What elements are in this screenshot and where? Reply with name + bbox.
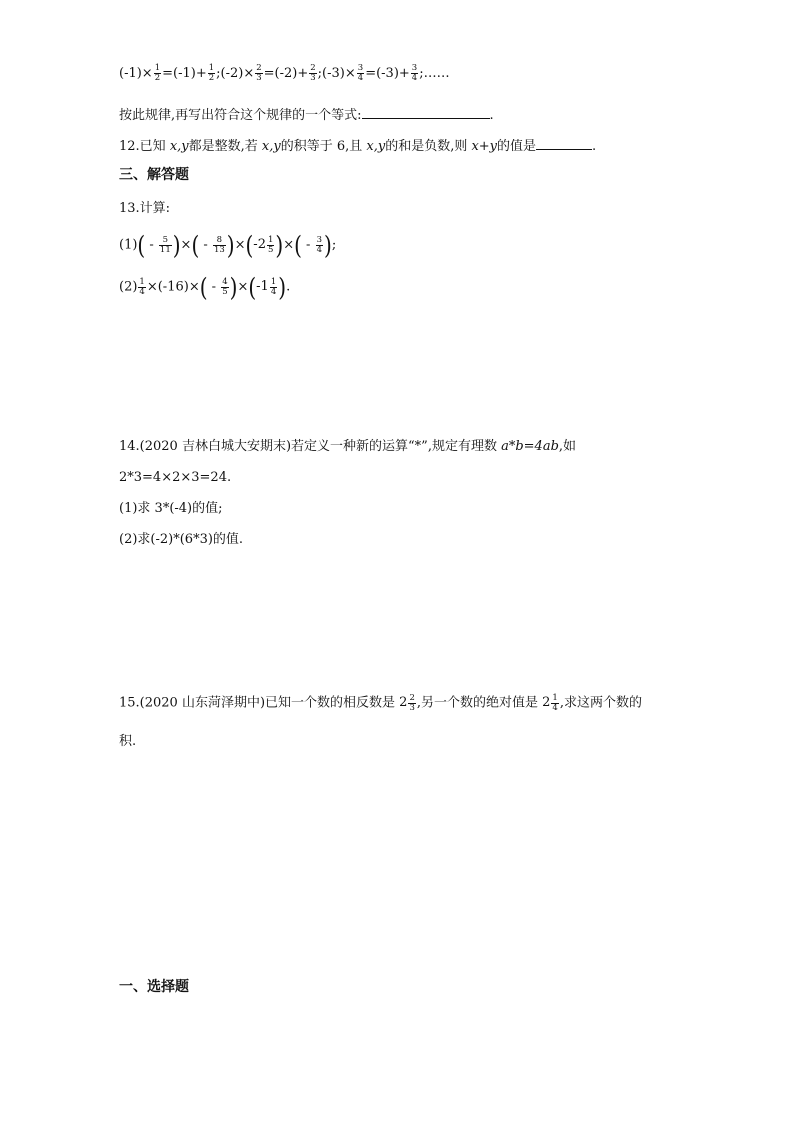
q15-line2: 积.	[119, 734, 137, 749]
fraction: $\frac{2}{3}$	[256, 63, 262, 83]
q13-part1: (1)( - $\frac{5}{11}$ )×( - $\frac{8}{13}$ )×( -2 $\frac{1}{5}$ )×( - $\frac{3}{4}$ );	[119, 230, 337, 260]
answer-blank-q12[interactable]	[536, 135, 592, 150]
fraction: $\frac{1}{4}$	[139, 276, 145, 297]
section-heading-1: 一、选择题	[119, 979, 189, 995]
q15-line1: 15.(2020 山东菏泽期中)已知一个数的相反数是 2 $\frac{2}{3}$ ,另一个数的绝对值是 2 $\frac{1}{4}$ ,求这两个数的	[119, 690, 642, 716]
q12: 12.已知 x,y都是整数,若 x,y的积等于 6,且 x,y的和是负数,则 x+y的值是 .	[119, 135, 596, 157]
q11-pattern: (-1)× $\frac{1}{2}$ =(-1)+ $\frac{1}{2}$ ;(-2)× $\frac{2}{3}$ =(-2)+ $\frac{2}{3}$ ;(-3)× $\frac{3}{4}$ =(-3)+ $\frac{3}{4}$ ;……	[119, 63, 450, 83]
fraction: $\frac{5}{11}$	[159, 234, 171, 255]
fraction: $\frac{2}{3}$	[310, 63, 316, 83]
answer-blank-q11[interactable]	[362, 104, 490, 119]
mixed-number: -2 $\frac{1}{5}$	[253, 234, 274, 255]
q14-part1: (1)求 3*(-4)的值;	[119, 501, 223, 516]
fraction: $\frac{3}{4}$	[357, 63, 364, 83]
q13-title: 13.计算:	[119, 201, 171, 216]
fraction: $\frac{1}{2}$	[154, 63, 161, 83]
section-heading-3: 三、解答题	[119, 167, 189, 183]
q11-prompt: 按此规律,再写出符合这个规律的一个等式: .	[119, 104, 494, 126]
fraction: $\frac{8}{13}$	[213, 234, 225, 255]
q14-part2: (2)求(-2)*(6*3)的值.	[119, 532, 244, 547]
q13-part2: (2) $\frac{1}{4}$ ×(-16)×( - $\frac{4}{5}$ )×( -1 $\frac{1}{4}$ ).	[119, 272, 291, 302]
mixed-number: 2 $\frac{1}{4}$	[542, 692, 558, 713]
fraction: $\frac{3}{4}$	[411, 63, 418, 83]
mixed-number: 2 $\frac{2}{3}$	[399, 692, 415, 713]
q14-line2: 2*3=4×2×3=24.	[119, 470, 232, 485]
mixed-number: -1 $\frac{1}{4}$	[256, 276, 277, 297]
fraction: $\frac{4}{5}$	[222, 276, 228, 297]
fraction: $\frac{1}{2}$	[208, 63, 215, 83]
fraction: $\frac{3}{4}$	[316, 234, 323, 255]
q14-line1: 14.(2020 吉林白城大安期末)若定义一种新的运算“*”,规定有理数 a*b=4ab,如	[119, 439, 577, 454]
